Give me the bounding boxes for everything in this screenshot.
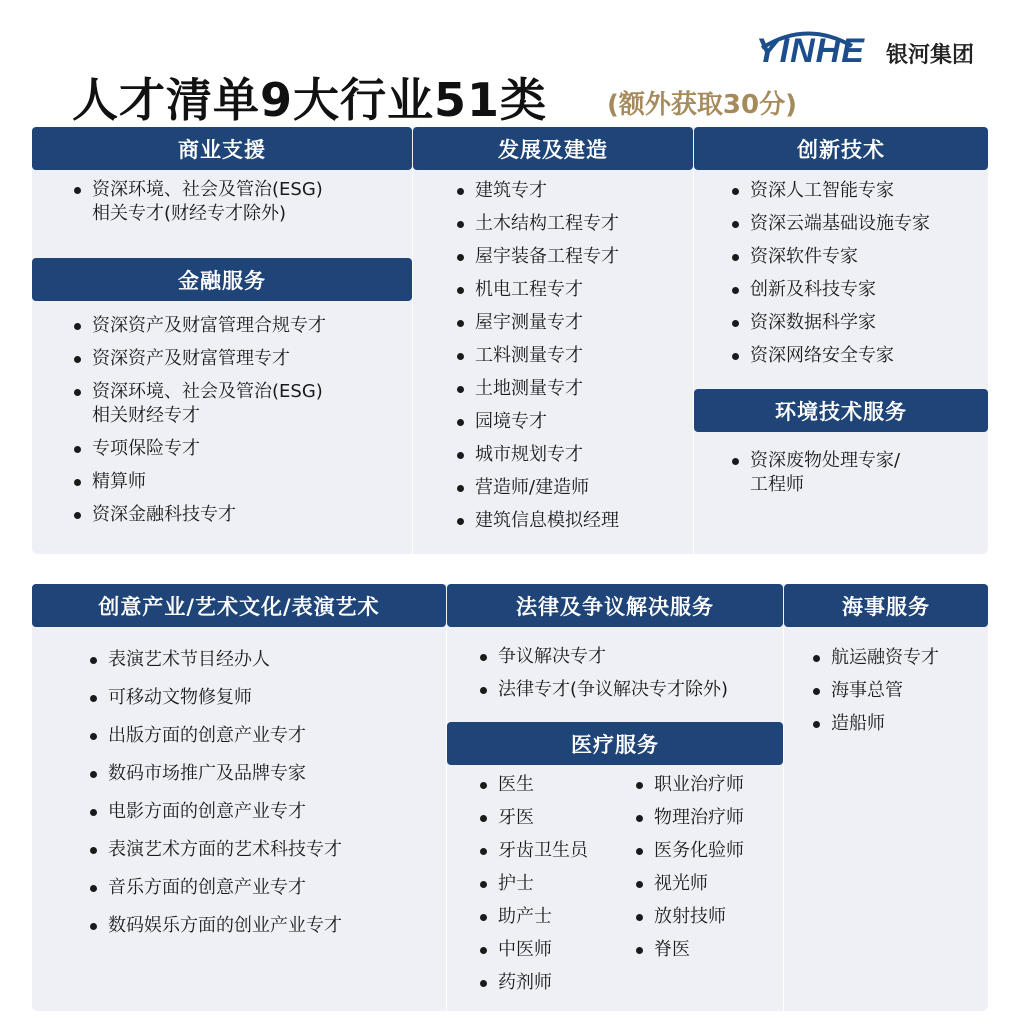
list-construction xyxy=(457,179,687,533)
list-item: 海事总管 xyxy=(813,679,983,703)
list-item: 表演艺术方面的艺术科技专才 xyxy=(90,838,440,862)
list-item: 法律专才(争议解决专才除外) xyxy=(480,678,780,702)
list-item: 建筑专才 xyxy=(457,179,687,203)
section-header-maritime: 海事服务 xyxy=(784,584,988,627)
list-item: 航运融资专才 xyxy=(813,646,983,670)
list-item: 资深云端基础设施专家 xyxy=(732,212,982,236)
list-item: 建筑信息模拟经理 xyxy=(457,509,687,533)
list-item: 土木结构工程专才 xyxy=(457,212,687,236)
list-item: 脊医 xyxy=(636,938,781,962)
list-item: 资深数据科学家 xyxy=(732,311,982,335)
list-item: 造船师 xyxy=(813,712,983,736)
list-item: 放射技师 xyxy=(636,905,781,929)
list-item: 护士 xyxy=(480,872,620,896)
column-divider xyxy=(412,170,413,554)
section-header-legal: 法律及争议解决服务 xyxy=(447,584,783,627)
list-item: 资深网络安全专家 xyxy=(732,344,982,368)
list-item: 职业治疗师 xyxy=(636,773,781,797)
page-title: 人才清单9大行业51类 xyxy=(72,73,548,127)
list-innovation xyxy=(732,179,982,368)
logo-latin-text: YINHE xyxy=(756,32,865,70)
column-divider xyxy=(446,627,447,1011)
list-environment xyxy=(732,449,982,497)
section-header-medical: 医疗服务 xyxy=(447,722,783,765)
list-item: 医务化验师 xyxy=(636,839,781,863)
list-item: 资深软件专家 xyxy=(732,245,982,269)
column-divider xyxy=(693,170,694,554)
list-item: 专项保险专才 xyxy=(74,437,404,461)
list-item: 争议解决专才 xyxy=(480,645,780,669)
list-item: 资深废物处理专家/ 工程师 xyxy=(732,449,982,497)
section-header-construction: 发展及建造 xyxy=(413,127,693,170)
list-item: 数码娱乐方面的创业产业专才 xyxy=(90,914,440,938)
list-item: 视光师 xyxy=(636,872,781,896)
list-item: 工料测量专才 xyxy=(457,344,687,368)
list-item: 资深资产及财富管理专才 xyxy=(74,347,404,371)
list-item: 资深环境、社会及管治(ESG) 相关专才(财经专才除外) xyxy=(74,178,404,226)
list-medical-left xyxy=(480,773,620,995)
list-item: 创新及科技专家 xyxy=(732,278,982,302)
logo-chinese-text: 银河集团 xyxy=(886,43,975,68)
list-legal xyxy=(480,645,780,702)
list-item: 精算师 xyxy=(74,470,404,494)
list-creative xyxy=(90,648,440,938)
list-item: 土地测量专才 xyxy=(457,377,687,401)
list-item: 牙医 xyxy=(480,806,620,830)
list-item: 中医师 xyxy=(480,938,620,962)
list-item: 物理治疗师 xyxy=(636,806,781,830)
list-item: 数码市场推广及品牌专家 xyxy=(90,762,440,786)
list-finance xyxy=(74,314,404,527)
list-item: 园境专才 xyxy=(457,410,687,434)
column-divider xyxy=(783,627,784,1011)
section-header-business-support: 商业支援 xyxy=(32,127,412,170)
list-item: 屋宇测量专才 xyxy=(457,311,687,335)
list-item: 城市规划专才 xyxy=(457,443,687,467)
list-item: 机电工程专才 xyxy=(457,278,687,302)
list-medical-right xyxy=(636,773,781,962)
list-item: 医生 xyxy=(480,773,620,797)
list-business-support xyxy=(74,178,404,226)
page-subtitle: (额外获取30分) xyxy=(607,90,797,120)
section-header-innovation: 创新技术 xyxy=(694,127,988,170)
list-item: 可移动文物修复师 xyxy=(90,686,440,710)
list-item: 药剂师 xyxy=(480,971,620,995)
list-item: 资深环境、社会及管治(ESG) 相关财经专才 xyxy=(74,380,404,428)
section-header-environment: 环境技术服务 xyxy=(694,389,988,432)
list-item: 资深人工智能专家 xyxy=(732,179,982,203)
section-header-finance: 金融服务 xyxy=(32,258,412,301)
list-maritime xyxy=(813,646,983,736)
list-item: 资深资产及财富管理合规专才 xyxy=(74,314,404,338)
list-item: 音乐方面的创意产业专才 xyxy=(90,876,440,900)
company-logo xyxy=(756,26,996,70)
list-item: 助产士 xyxy=(480,905,620,929)
section-header-creative: 创意产业/艺术文化/表演艺术 xyxy=(32,584,446,627)
list-item: 出版方面的创意产业专才 xyxy=(90,724,440,748)
list-item: 营造师/建造师 xyxy=(457,476,687,500)
list-item: 牙齿卫生员 xyxy=(480,839,620,863)
list-item: 表演艺术节目经办人 xyxy=(90,648,440,672)
list-item: 电影方面的创意产业专才 xyxy=(90,800,440,824)
list-item: 屋宇装备工程专才 xyxy=(457,245,687,269)
list-item: 资深金融科技专才 xyxy=(74,503,404,527)
